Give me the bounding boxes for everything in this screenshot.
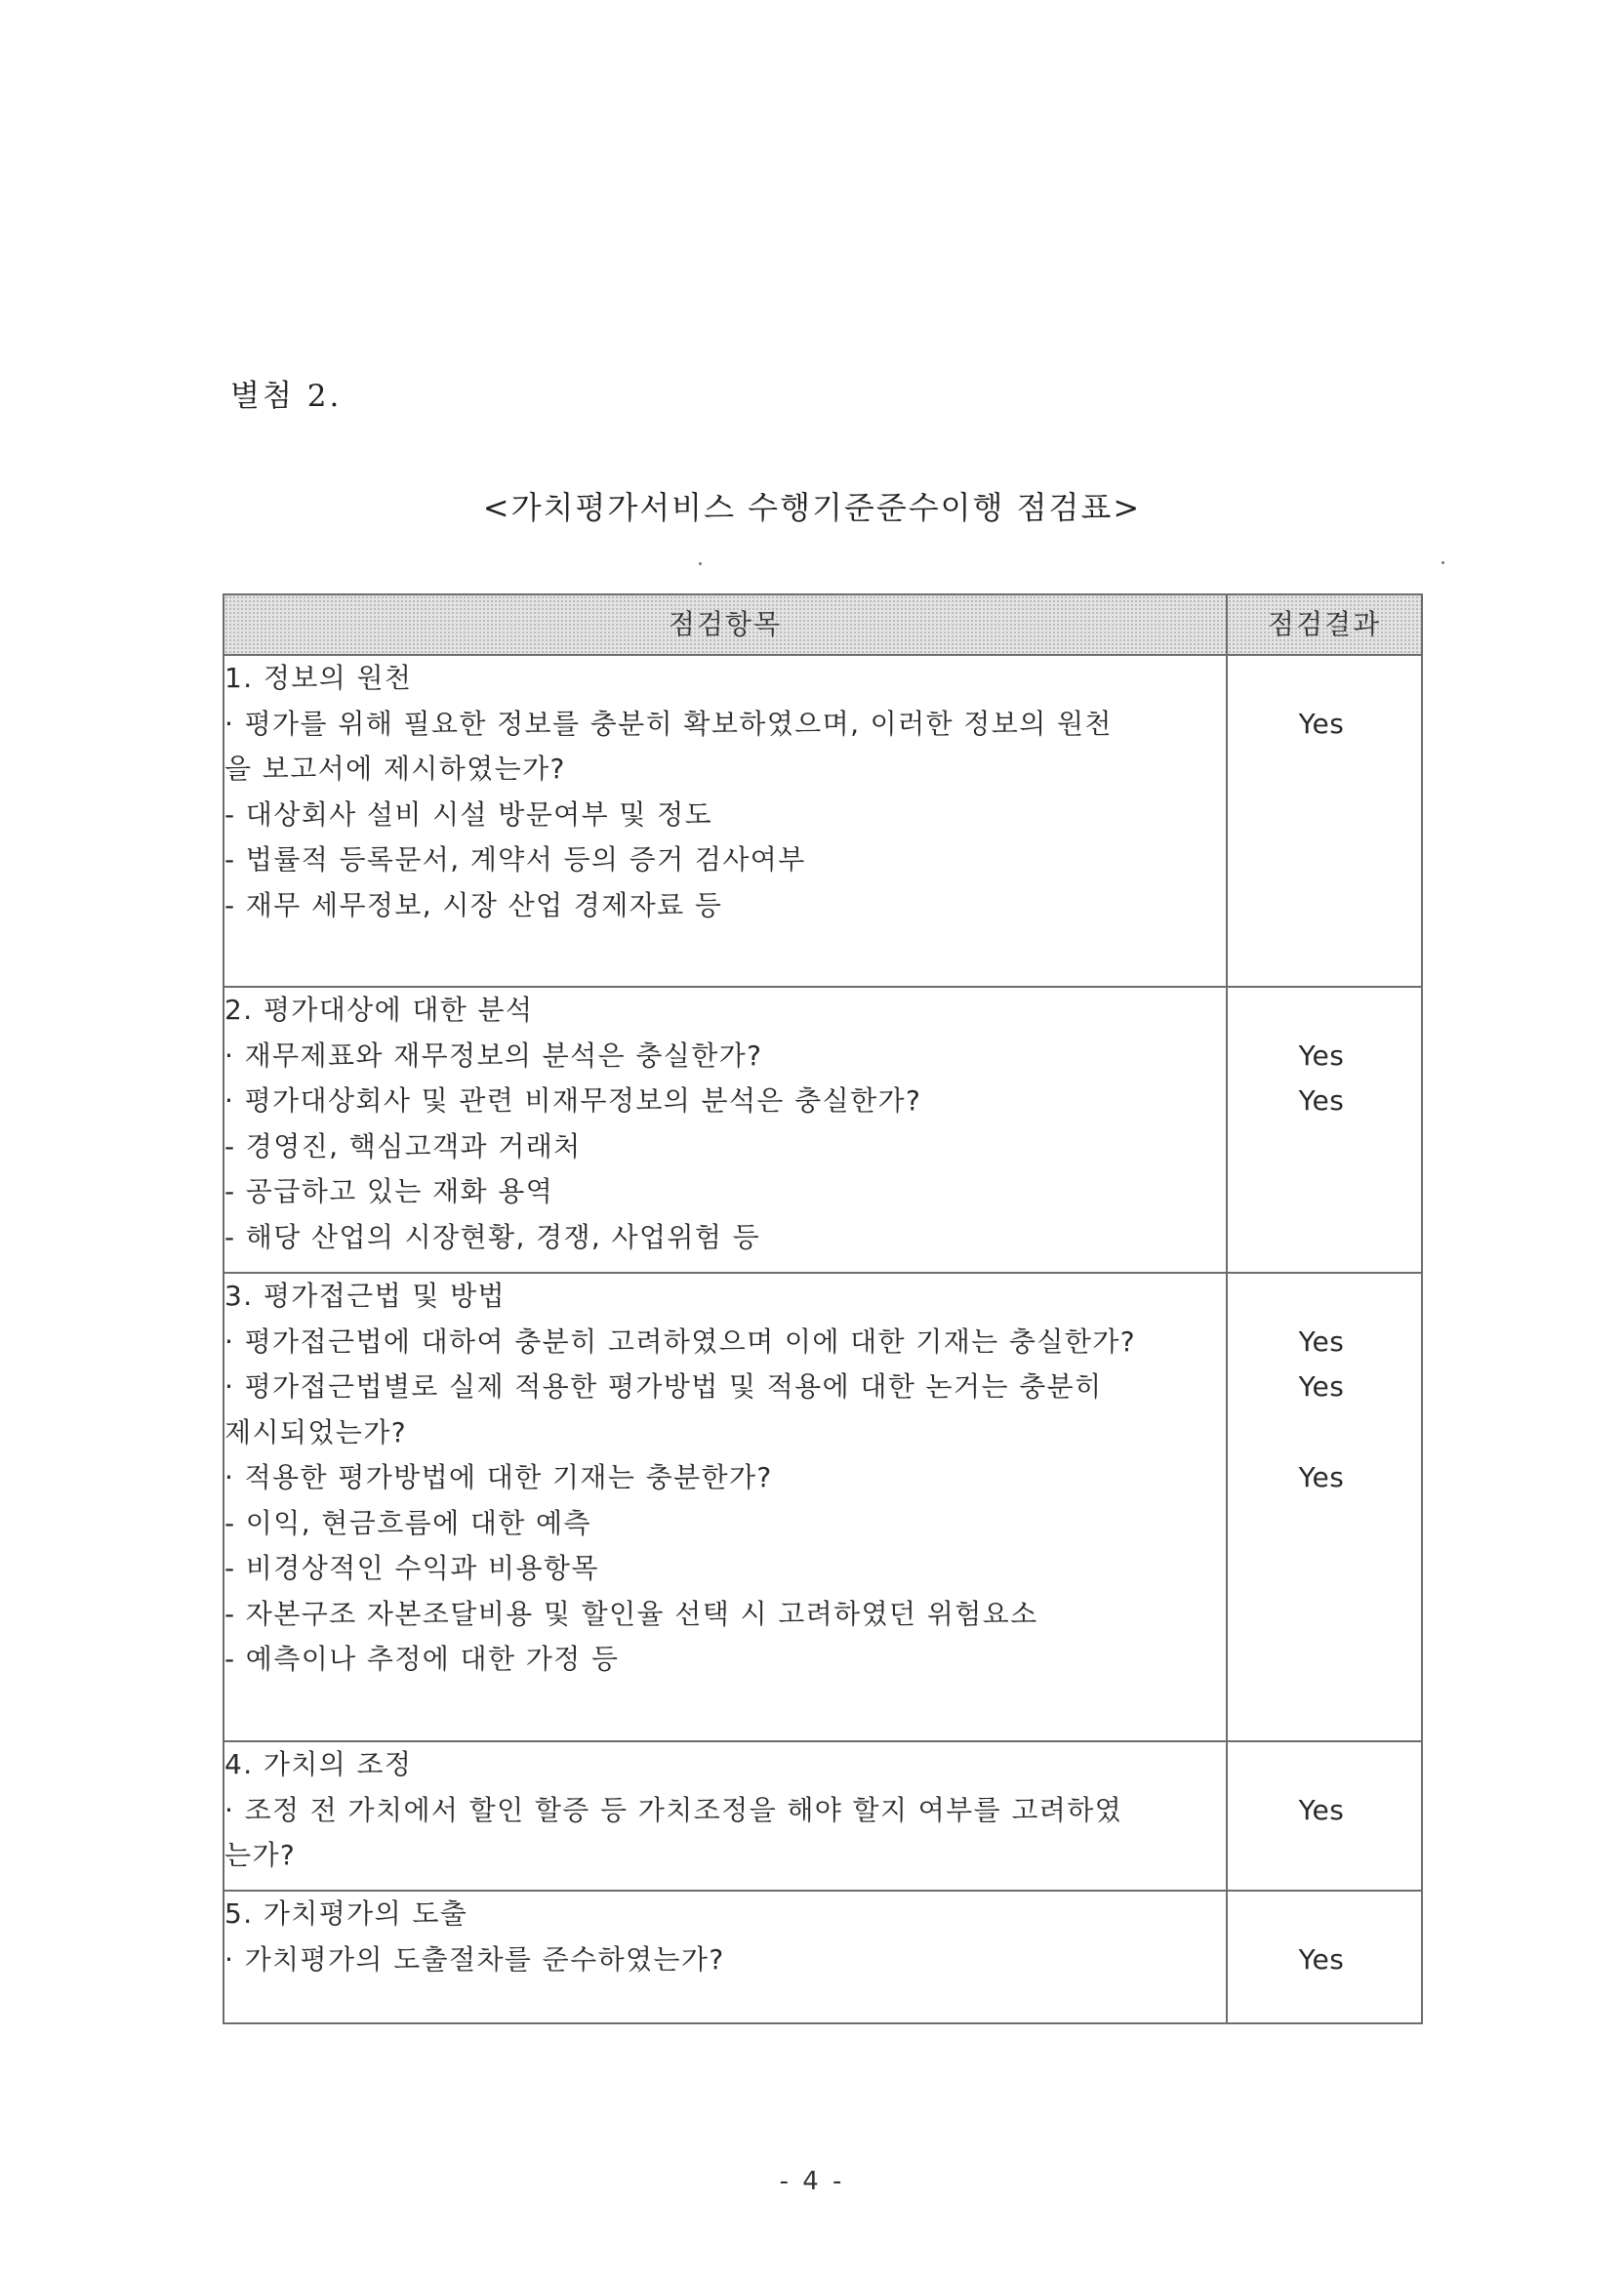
section-value-adjustment [223, 1741, 1227, 1891]
check-subitem: - 예측이나 추정에 대한 가정 등 [224, 1643, 620, 1675]
result-yes: Yes [1298, 1325, 1345, 1358]
check-subitem: - 해당 산업의 시장현황, 경쟁, 사업위험 등 [224, 1220, 761, 1253]
check-subitem: - 비경상적인 수익과 비용항목 [224, 1552, 599, 1584]
result-spacer [1228, 1892, 1421, 1937]
result-spacer [1228, 988, 1421, 1034]
check-question: · 평가를 위해 필요한 정보를 충분히 확보하였으며, 이러한 정보의 원천 [224, 707, 1113, 740]
section-info-source [223, 655, 1227, 987]
header-check-item: 점검항목 [223, 594, 1227, 655]
check-question: · 평가대상회사 및 관련 비재무정보의 분석은 충실한가? [224, 1084, 922, 1117]
result-cell [1227, 655, 1422, 987]
table-row [223, 655, 1422, 987]
table-row [223, 1891, 1422, 2023]
check-question: · 평가접근법별로 실제 적용한 평가방법 및 적용에 대한 논거는 충분히 [224, 1370, 1103, 1403]
result-yes: Yes [1298, 1793, 1345, 1826]
check-subitem: - 재무 세무정보, 시장 산업 경제자료 등 [224, 888, 723, 921]
table-row [223, 1741, 1422, 1891]
result-yes: Yes [1298, 1039, 1345, 1072]
result-cell [1227, 987, 1422, 1273]
check-question: · 가치평가의 도출절차를 준수하였는가? [224, 1942, 725, 1976]
header-check-result: 점검결과 [1227, 594, 1422, 655]
check-subitem: - 공급하고 있는 재화 용역 [224, 1175, 554, 1207]
section-heading: 5. 가치평가의 도출 [224, 1897, 468, 1930]
document-title: <가치평가서비스 수행기준준수이행 점검표> [482, 489, 1142, 526]
section-target-analysis [223, 987, 1227, 1273]
table-row [223, 1273, 1422, 1741]
check-subitem: - 대상회사 설비 시설 방문여부 및 정도 [224, 797, 713, 831]
check-question: · 재무제표와 재무정보의 분석은 충실한가? [224, 1039, 763, 1072]
result-cell [1227, 1741, 1422, 1891]
section-value-derivation [223, 1891, 1227, 2023]
check-question: · 평가접근법에 대하여 충분히 고려하였으며 이에 대한 기재는 충실한가? [224, 1325, 1136, 1358]
result-yes: Yes [1298, 1942, 1345, 1976]
check-question-cont: 을 보고서에 제시하였는가? [224, 753, 566, 785]
result-spacer [1228, 656, 1421, 702]
table-header-row [223, 594, 1422, 655]
scan-speck [699, 562, 702, 565]
result-yes: Yes [1298, 707, 1345, 740]
result-yes: Yes [1298, 1084, 1345, 1117]
section-heading: 2. 평가대상에 대한 분석 [224, 994, 534, 1026]
result-yes: Yes [1298, 1461, 1345, 1493]
page-number: - 4 - [779, 2167, 845, 2196]
check-question: · 조정 전 가치에서 할인 할증 등 가치조정을 해야 할지 여부를 고려하였 [224, 1793, 1123, 1826]
check-question-cont: 제시되었는가? [224, 1415, 407, 1448]
result-spacer [1228, 1410, 1421, 1456]
attachment-label: 별첨 2. [230, 379, 343, 414]
result-yes: Yes [1298, 1370, 1345, 1403]
section-heading: 4. 가치의 조정 [224, 1748, 413, 1780]
check-question-cont: 는가? [224, 1839, 297, 1871]
result-spacer [1228, 1742, 1421, 1788]
check-subitem: - 자본구조 자본조달비용 및 할인율 선택 시 고려하였던 위험요소 [224, 1597, 1038, 1630]
result-cell [1227, 1891, 1422, 2023]
check-question: · 적용한 평가방법에 대한 기재는 충분한가? [224, 1461, 773, 1493]
section-heading: 3. 평가접근법 및 방법 [224, 1280, 507, 1312]
scan-speck [1441, 561, 1444, 564]
table-row [223, 987, 1422, 1273]
check-subitem: - 경영진, 핵심고객과 거래처 [224, 1129, 582, 1162]
result-spacer [1228, 1274, 1421, 1320]
check-subitem: - 이익, 현금흐름에 대한 예측 [224, 1506, 591, 1539]
result-cell [1227, 1273, 1422, 1741]
section-approach-method [223, 1273, 1227, 1741]
checklist-table [223, 593, 1423, 2024]
section-heading: 1. 정보의 원천 [224, 662, 413, 694]
check-subitem: - 법률적 등록문서, 계약서 등의 증거 검사여부 [224, 843, 806, 876]
